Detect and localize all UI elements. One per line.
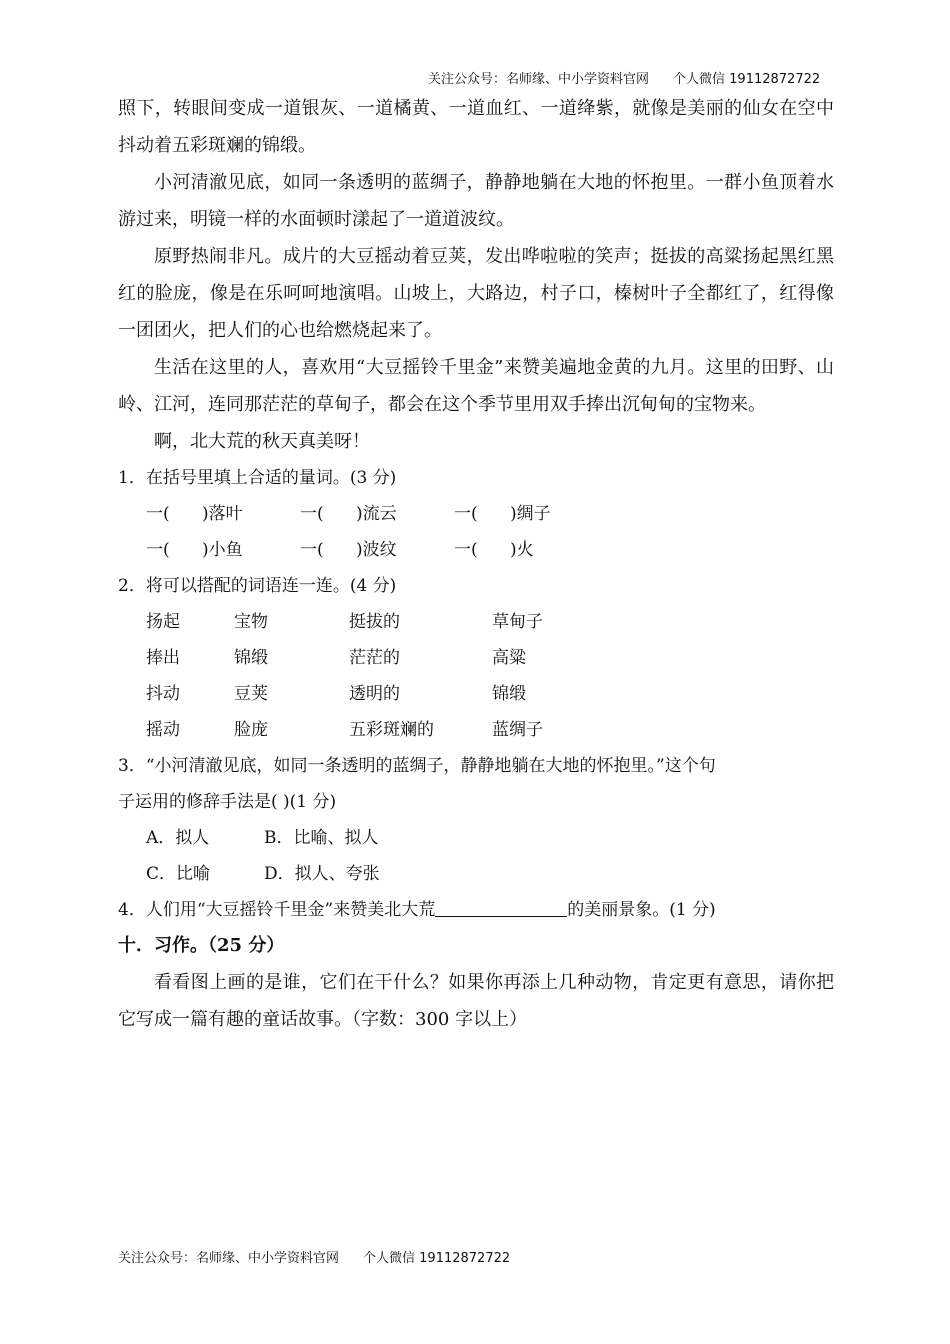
question-2-row <box>146 640 834 676</box>
q2-word: 抖动 <box>146 684 180 704</box>
q2-word: 高粱 <box>492 648 526 668</box>
q1-item: 一( )小鱼 <box>146 540 243 560</box>
passage-paragraph-1: 照下，转眼间变成一道银灰、一道橘黄、一道血红、一道绛紫，就像是美丽的仙女在空中抖动着五彩斑斓的锦缎。 <box>118 98 834 156</box>
answer-blank[interactable] <box>435 898 567 917</box>
footer-right: 个人微信 19112872722 <box>363 1251 511 1266</box>
question-3-options-row <box>118 856 834 892</box>
footer-left: 关注公众号：名师缘、中小学资料官网 <box>118 1251 340 1266</box>
q2-word: 草甸子 <box>492 612 543 632</box>
q2-word: 宝物 <box>234 612 268 632</box>
question-1-row <box>146 532 834 568</box>
q2-word: 茫茫的 <box>349 648 400 668</box>
question-2-row <box>146 604 834 640</box>
question-2-title: 2．将可以搭配的词语连一连。(4 分) <box>118 576 397 596</box>
q2-word: 透明的 <box>349 684 400 704</box>
q1-item: 一( )绸子 <box>454 504 551 524</box>
passage-paragraph-2: 小河清澈见底，如同一条透明的蓝绸子，静静地躺在大地的怀抱里。一群小鱼顶着水游过来，明镜一样的水面顿时漾起了一道道波纹。 <box>118 172 834 230</box>
q1-item: 一( )火 <box>454 540 534 560</box>
question-1-row <box>146 496 834 532</box>
q2-word: 蓝绸子 <box>492 720 543 740</box>
q2-word: 摇动 <box>146 720 180 740</box>
question-2-row <box>146 676 834 712</box>
section-10-prompt: 看看图上画的是谁，它们在干什么？如果你再添上几种动物，肯定更有意思，请你把它写成一篇有趣的童话故事。（字数：300 字以上） <box>118 972 834 1030</box>
option-d: D．拟人、夸张 <box>264 864 380 884</box>
option-b: B．比喻、拟人 <box>264 828 379 848</box>
q2-word: 捧出 <box>146 648 180 668</box>
q2-word: 脸庞 <box>234 720 268 740</box>
question-4-tail: 的美丽景象。(1 分) <box>567 900 716 920</box>
q1-item: 一( )落叶 <box>146 504 243 524</box>
question-4-text: 4．人们用“大豆摇铃千里金”来赞美北大荒 <box>118 900 436 920</box>
option-c: C．比喻 <box>146 864 211 884</box>
passage-paragraph-4: 生活在这里的人，喜欢用“大豆摇铃千里金”来赞美遍地金黄的九月。这里的田野、山岭、江河，连同那茫茫的草甸子，都会在这个季节里用双手捧出沉甸甸的宝物来。 <box>118 357 834 415</box>
section-10-title: 十．习作。（25 分） <box>118 935 285 956</box>
q2-word: 豆荚 <box>234 684 268 704</box>
page-header <box>428 68 820 87</box>
q2-word: 五彩斑斓的 <box>349 720 434 740</box>
question-3-line-2: 子运用的修辞手法是( )(1 分) <box>118 792 337 812</box>
page-footer <box>118 1247 510 1266</box>
question-3-line-1: 3．“小河清澈见底，如同一条透明的蓝绸子，静静地躺在大地的怀抱里。”这个句 <box>118 756 716 776</box>
q2-word: 锦缎 <box>492 684 526 704</box>
q2-word: 锦缎 <box>234 648 268 668</box>
q2-word: 挺拔的 <box>349 612 400 632</box>
question-1-title: 1．在括号里填上合适的量词。(3 分) <box>118 468 397 488</box>
header-right: 个人微信 19112872722 <box>673 72 821 87</box>
question-2-row <box>146 712 834 748</box>
option-a: A．拟人 <box>146 828 210 848</box>
passage-paragraph-3: 原野热闹非凡。成片的大豆摇动着豆荚，发出哗啦啦的笑声；挺拔的高粱扬起黑红黑红的脸庞，像是在乐呵呵地演唱。山坡上，大路边，村子口，榛树叶子全都红了，红得像一团团火，把人们的心也给燃烧起来了。 <box>118 246 834 341</box>
q1-item: 一( )波纹 <box>300 540 397 560</box>
header-left: 关注公众号：名师缘、中小学资料官网 <box>428 72 650 87</box>
question-2-words <box>118 604 834 748</box>
question-3-options-row <box>118 820 834 856</box>
question-1-items <box>118 496 834 568</box>
q1-item: 一( )流云 <box>300 504 397 524</box>
question-4 <box>118 892 834 928</box>
page-content <box>118 90 834 1038</box>
q2-word: 扬起 <box>146 612 180 632</box>
passage-paragraph-5: 啊，北大荒的秋天真美呀！ <box>154 431 370 452</box>
